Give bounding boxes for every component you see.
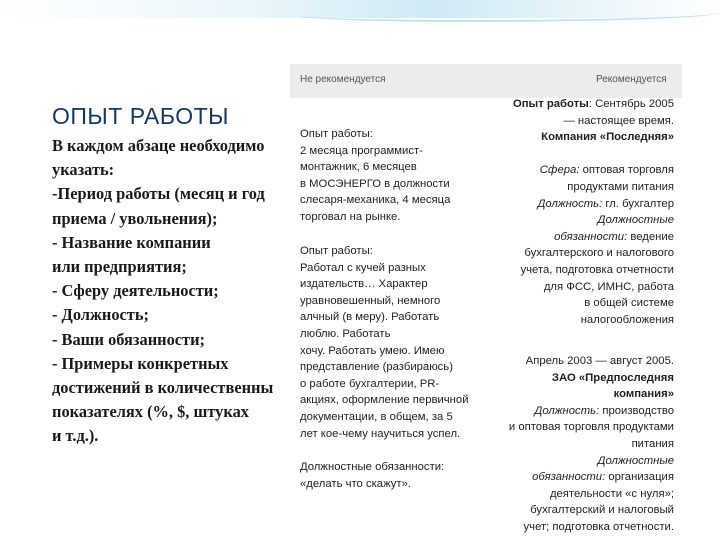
bad-example-line: торговал на рынке.: [300, 210, 401, 223]
good-example-1: [486, 96, 674, 328]
instruction-line: - Примеры конкретных: [52, 353, 229, 373]
duties-2-label-cont: обязанности:: [532, 471, 606, 484]
bad-example-line: акциях, оформление первичной: [300, 394, 469, 407]
bad-example-line: монтажник, 6 месяцев: [300, 161, 417, 174]
duties-text-line: учета, подготовка отчетности: [520, 263, 674, 276]
duties-text: ведение: [627, 230, 674, 243]
bad-example-1: [300, 126, 485, 226]
position-label: Должность:: [537, 197, 603, 210]
duties-label: Должностные: [597, 214, 674, 227]
instruction-line: достижений в количественны: [52, 377, 274, 397]
instruction-line: приема / увольнения);: [52, 208, 218, 228]
bad-example-line: «делать что скажут».: [300, 477, 412, 490]
good-example-2: [486, 353, 674, 536]
company-2-name-cont: компания»: [613, 388, 674, 401]
header-not-recommended: Не рекомендуется: [300, 74, 386, 85]
bad-example-2: [300, 243, 485, 442]
sphere-text: оптовая торговля: [579, 164, 674, 177]
slide-title: ОПЫТ РАБОТЫ: [52, 103, 230, 129]
experience-period-end: — настоящее время.: [563, 114, 674, 127]
bad-example-line: Должностные обязанности:: [300, 461, 445, 473]
bad-example-line: 2 месяца программист-: [300, 144, 423, 157]
position-text: гл. бухгалтер: [602, 197, 674, 210]
instruction-line: -Период работы (месяц и год: [52, 184, 265, 204]
bad-example-line: Опыт работы:: [300, 245, 373, 257]
position-2-text-cont: и оптовая торговля продуктами: [508, 421, 674, 434]
bad-example-line: лет кое-чему научиться успел.: [300, 427, 461, 440]
instruction-line: показателях (%, $, штуках: [52, 402, 249, 422]
position-2-text: производство: [599, 404, 674, 417]
company-2-name: ЗАО «Предпоследняя: [551, 371, 674, 384]
duties-text-line: бухгалтерского и налогового: [524, 247, 674, 260]
bad-example-line: слесаря-механика, 4 месяца: [300, 194, 451, 207]
instruction-line: - Должность;: [52, 305, 149, 325]
instruction-line: - Название компании: [52, 232, 211, 252]
position-2-label: Должность:: [534, 404, 600, 417]
experience-label: Опыт работы: [512, 98, 589, 110]
duties-label-cont: обязанности:: [554, 230, 628, 243]
sphere-label: Сфера:: [539, 164, 580, 177]
period-2: Апрель 2003 — август 2005.: [525, 355, 674, 367]
experience-period: : Сентябрь 2005: [588, 98, 674, 110]
bad-example-line: алчный (в меру). Работать: [300, 311, 440, 324]
duties-2-text-line: учет; подготовка отчетности.: [523, 520, 674, 533]
instruction-line: или предприятия;: [52, 256, 187, 276]
duties-2-text-line: деятельности «с нуля»;: [549, 487, 674, 500]
duties-text-line: для ФСС, ИМНС, работа: [543, 280, 674, 293]
instruction-line: - Сферу деятельности;: [52, 281, 219, 301]
bad-example-line: о работе бухгалтерии, PR-: [300, 377, 440, 390]
company-name: Компания «Последняя»: [541, 131, 674, 144]
bad-example-line: Работал с кучей разных: [300, 261, 426, 274]
bad-example-line: люблю. Работать: [300, 327, 391, 340]
duties-2-text: организация: [605, 471, 674, 484]
bad-example-line: хочу. Работать умею. Имею: [300, 344, 445, 357]
duties-2-text-line: бухгалтерский и налоговый: [530, 504, 674, 517]
bad-example-line: документации, в общем, за 5: [300, 410, 453, 423]
bad-example-3: [300, 459, 485, 492]
swirl-decoration: [300, 6, 720, 22]
bad-example-line: Опыт работы:: [300, 128, 373, 140]
duties-2-label: Должностные: [597, 454, 674, 467]
duties-text-line: налогообложения: [580, 313, 674, 326]
sphere-text-cont: продуктами питания: [567, 180, 674, 193]
bad-example-line: уравновешенный, немного: [300, 294, 441, 307]
instruction-line: - Ваши обязанности;: [52, 329, 206, 349]
top-decoration: [0, 0, 720, 18]
position-2-text-cont: питания: [631, 437, 674, 450]
bad-example-line: в МОСЭНЕРГО в должности: [300, 177, 450, 190]
instruction-line: указать:: [52, 160, 115, 180]
duties-text-line: в общей системе: [584, 297, 674, 310]
bad-example-line: издательств… Характер: [300, 278, 428, 291]
bad-example-line: представление (разбираюсь): [300, 361, 453, 374]
header-recommended: Рекомендуется: [596, 74, 667, 85]
instruction-line: В каждом абзаце необходимо: [52, 136, 265, 155]
instruction-line: и т.д.).: [52, 426, 99, 446]
